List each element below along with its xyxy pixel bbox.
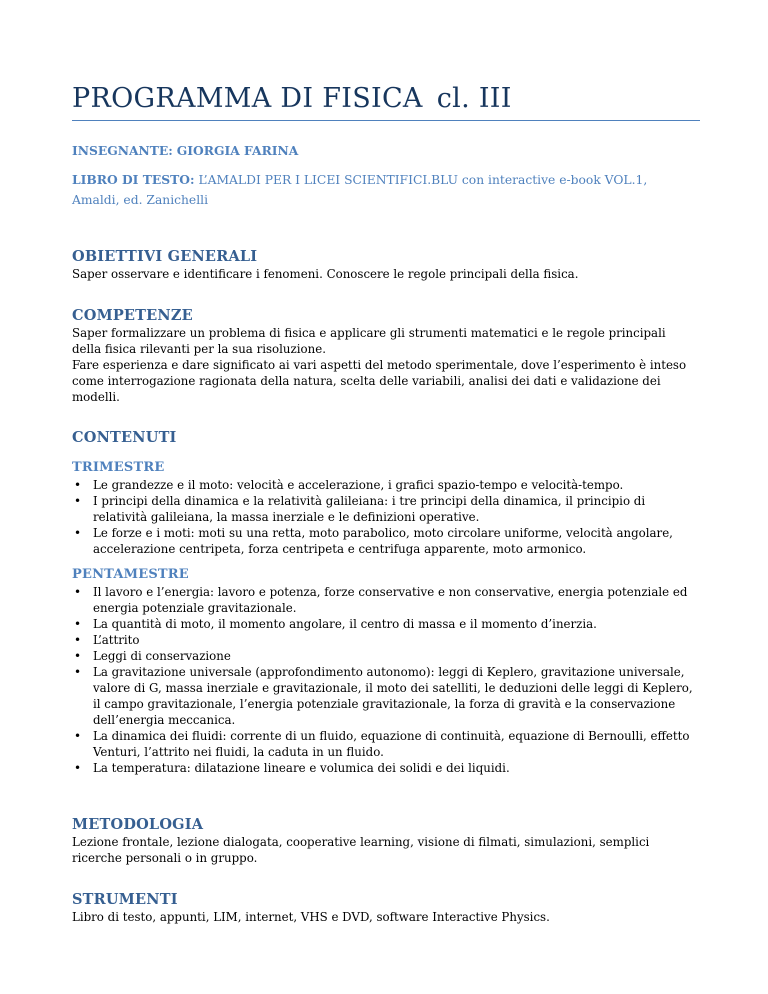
textbook-label: LIBRO DI TESTO: [72, 172, 195, 187]
title-class: cl. III [436, 83, 512, 114]
heading-obiettivi: OBIETTIVI GENERALI [72, 248, 258, 265]
list-item: • Le forze e i moti: moti su una retta, moto parabolico, moto circolare uniforme, velocità angolare, accelerazione centripeta, forza centripeta e centrifuga apparente, moto armonico. [72, 525, 698, 557]
obiettivi-text: Saper osservare e identificare i fenomeni. Conoscere le regole principali della fisica. [72, 267, 579, 281]
list-item: • La quantità di moto, il momento angolare, il centro di massa e il momento d’inerzia. [72, 616, 698, 632]
list-item: • La temperatura: dilatazione lineare e volumica dei solidi e dei liquidi. [72, 760, 698, 776]
heading-contenuti: CONTENUTI [72, 429, 177, 446]
competenze-paragraph: Saper formalizzare un problema di fisica e applicare gli strumenti matematici e le regole principali della fisica rilevanti per la sua risoluzione. [72, 326, 666, 356]
metodologia-text: Lezione frontale, lezione dialogata, cooperative learning, visione di filmati, simulazioni, semplici ricerche personali o in gruppo. [72, 835, 650, 865]
pentamestre-list [72, 584, 698, 776]
section-competenze [72, 307, 698, 405]
teacher-label: INSEGNANTE: [72, 143, 173, 158]
list-item: • La gravitazione universale (approfondimento autonomo): leggi di Keplero, gravitazione universale, valore di G, massa inerziale e gravitazionale, il moto dei satelliti, le deduzioni delle leggi di Keplero, il campo gravitazionale, l’energia potenziale gravitazionale, la forza di gravità e la conservazione dell’energia meccanica. [72, 664, 698, 728]
list-item: • Il lavoro e l’energia: lavoro e potenza, forze conservative e non conservative, energia potenziale ed energia potenziale gravitazionale. [72, 584, 698, 616]
section-obiettivi [72, 248, 698, 282]
heading-metodologia: METODOLOGIA [72, 816, 204, 833]
list-item: • L’attrito [72, 632, 698, 648]
list-item: • Le grandezze e il moto: velocità e accelerazione, i grafici spazio-tempo e velocità-tempo. [72, 477, 698, 493]
list-item: • Leggi di conservazione [72, 648, 698, 664]
heading-competenze: COMPETENZE [72, 307, 193, 324]
strumenti-text: Libro di testo, appunti, LIM, internet, VHS e DVD, software Interactive Physics. [72, 910, 550, 924]
section-strumenti [72, 891, 698, 925]
teacher-name: GIORGIA FARINA [176, 143, 299, 158]
heading-trimestre: TRIMESTRE [72, 460, 165, 475]
heading-pentamestre: PENTAMESTRE [72, 567, 189, 582]
list-item: • La dinamica dei fluidi: corrente di un fluido, equazione di continuità, equazione di Bernoulli, effetto Venturi, l’attrito nei fluidi, la caduta in un fluido. [72, 728, 698, 760]
section-contenuti [72, 429, 698, 446]
page-title [72, 83, 700, 121]
section-trimestre [72, 460, 698, 557]
textbook-line [72, 170, 692, 210]
textbook-value: L’AMALDI PER I LICEI SCIENTIFICI.BLU con interactive e-book VOL.1, Amaldi, ed. Zanichelli [72, 173, 648, 207]
teacher-line [72, 141, 692, 161]
title-main: PROGRAMMA DI FISICA [72, 83, 423, 114]
trimestre-list [72, 477, 698, 557]
section-metodologia [72, 816, 698, 866]
heading-strumenti: STRUMENTI [72, 891, 178, 908]
section-pentamestre [72, 567, 698, 776]
competenze-paragraph: Fare esperienza e dare significato ai vari aspetti del metodo sperimentale, dove l’esperimento è inteso come interrogazione ragionata della natura, scelta delle variabili, analisi dei dati e validazione dei modelli. [72, 358, 687, 404]
list-item: • I principi della dinamica e la relatività galileiana: i tre principi della dinamica, il principio di relatività galileiana, la massa inerziale e le definizioni operative. [72, 493, 698, 525]
